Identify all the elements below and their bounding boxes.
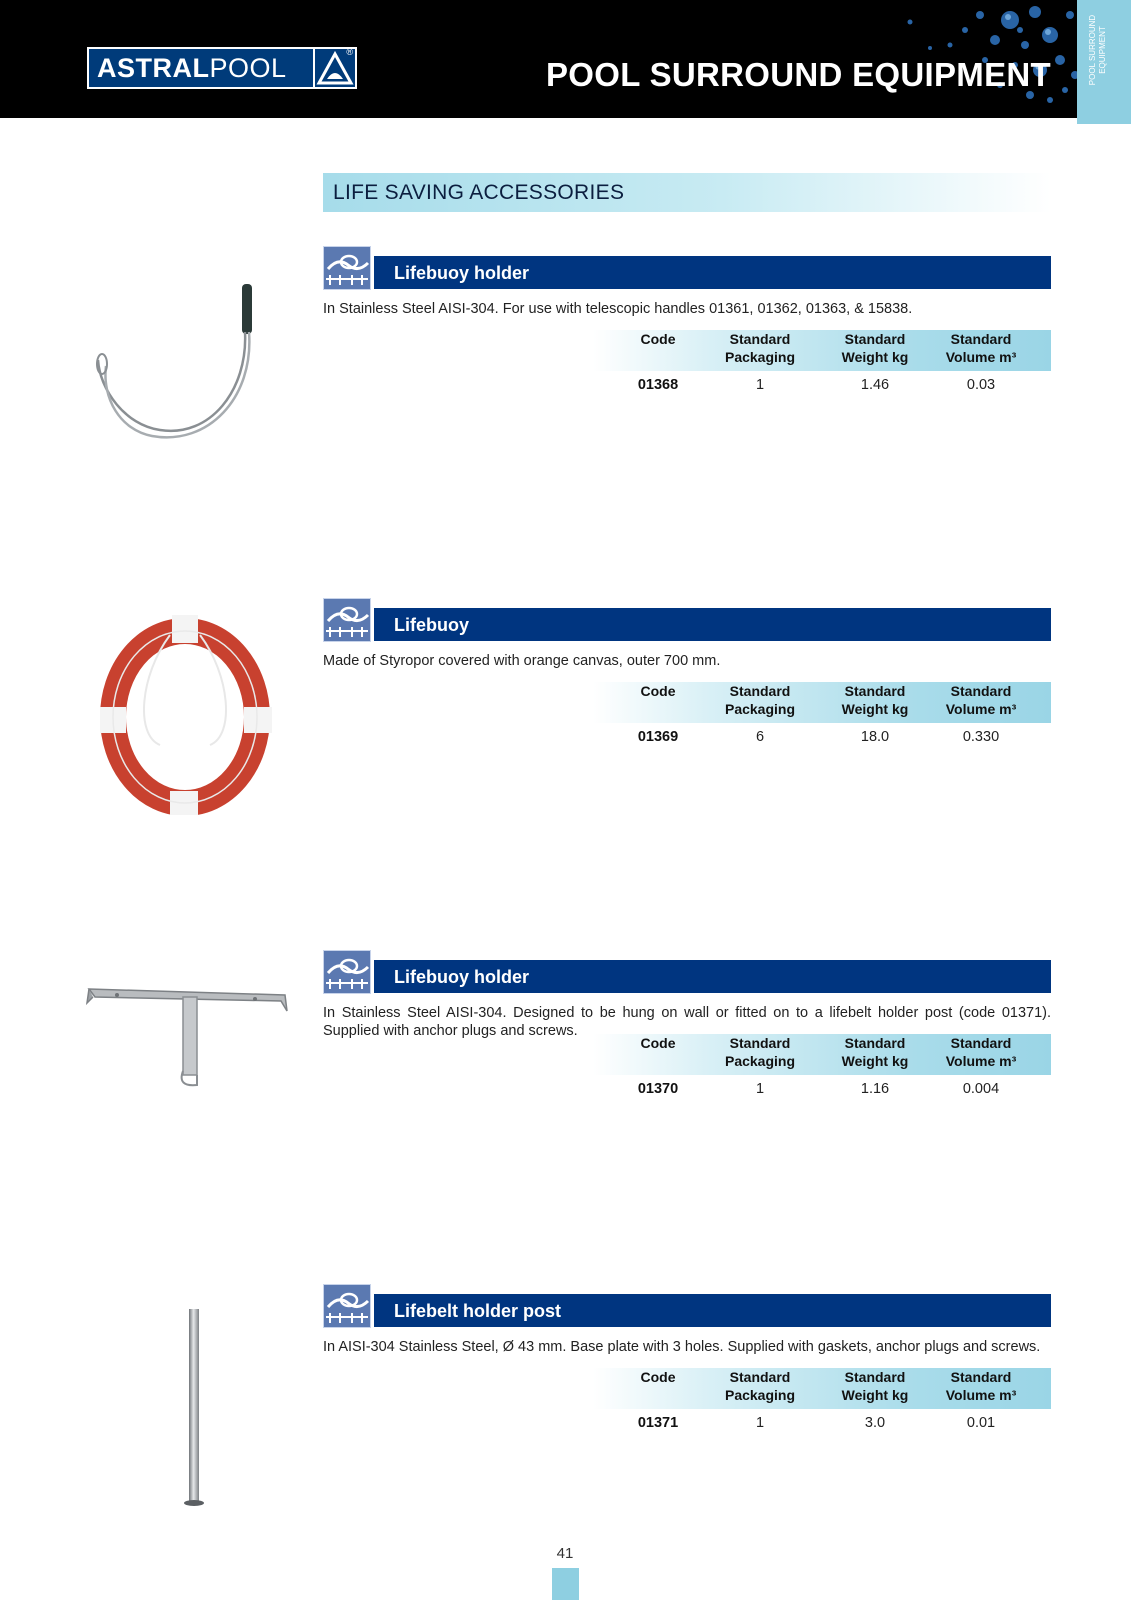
product-table: [593, 1368, 1051, 1439]
product-title: Lifebelt holder post: [394, 1301, 562, 1321]
lifebuoy-category-icon: [323, 246, 371, 290]
product-table: [593, 1034, 1051, 1105]
product-description: In AISI-304 Stainless Steel, Ø 43 mm. Base plate with 3 holes. Supplied with gaskets, anchor plugs and screws.: [323, 1339, 1041, 1355]
header-volume: Standard Volume m³: [945, 683, 1017, 717]
cell-packaging: 6: [755, 729, 765, 745]
product-title-bar: [374, 256, 1051, 289]
header-packaging: Standard Packaging: [724, 1035, 796, 1069]
registered-mark: ®: [346, 47, 353, 57]
cell-volume: 0.01: [966, 1415, 996, 1431]
product-title-bar: [374, 960, 1051, 993]
astralpool-logo: [87, 47, 357, 89]
lifebuoy-category-icon: [323, 1284, 371, 1328]
page-tab: [552, 1568, 579, 1600]
table-row: [593, 371, 1051, 401]
product-description: In Stainless Steel AISI-304. For use with telescopic handles 01361, 01362, 01363, & 15838.: [323, 301, 913, 317]
header-packaging: Standard Packaging: [724, 683, 796, 717]
header-code: Code: [640, 1369, 676, 1385]
cell-weight: 18.0: [860, 729, 890, 745]
wall-bracket-holder-image: [85, 975, 295, 1095]
product-title-bar: [374, 608, 1051, 641]
header-weight: Standard Weight kg: [841, 1035, 909, 1069]
header-packaging: Standard Packaging: [724, 1369, 796, 1403]
cell-volume: 0.004: [962, 1081, 1000, 1097]
logo-triangle-icon: [313, 49, 355, 87]
table-row: [593, 1409, 1051, 1439]
lifebuoy-category-icon: [323, 950, 371, 994]
header-volume: Standard Volume m³: [945, 331, 1017, 365]
product-title-bar: [374, 1294, 1051, 1327]
table-header: [593, 1034, 1051, 1075]
product-table: [593, 682, 1051, 753]
product-title: Lifebuoy: [394, 615, 469, 635]
side-tab-label: POOL SURROUND EQUIPMENT: [1088, 14, 1107, 86]
header-weight: Standard Weight kg: [841, 683, 909, 717]
table-row: [593, 723, 1051, 753]
table-header: [593, 682, 1051, 723]
header-weight: Standard Weight kg: [841, 331, 909, 365]
cell-volume: 0.03: [966, 377, 996, 393]
header-weight: Standard Weight kg: [841, 1369, 909, 1403]
cell-packaging: 1: [755, 1081, 765, 1097]
cell-code: 01371: [637, 1415, 679, 1431]
cell-weight: 1.46: [860, 377, 890, 393]
section-bar: [323, 173, 1051, 212]
life-ring-image: [100, 615, 275, 815]
header-code: Code: [640, 331, 676, 347]
cell-packaging: 1: [755, 1415, 765, 1431]
header-code: Code: [640, 683, 676, 699]
table-header: [593, 330, 1051, 371]
cell-code: 01369: [637, 729, 679, 745]
table-row: [593, 1075, 1051, 1105]
cell-packaging: 1: [755, 377, 765, 393]
header-volume: Standard Volume m³: [945, 1369, 1017, 1403]
page-number: 41: [556, 1545, 574, 1562]
product-description: In Stainless Steel AISI-304. Designed to be hung on wall or fitted on to a lifebelt holder post (code 01371). Supplied with anchor plugs and screws.: [323, 1005, 1051, 1039]
cell-code: 01368: [637, 377, 679, 393]
product-description: Made of Styropor covered with orange canvas, outer 700 mm.: [323, 653, 721, 669]
cell-weight: 1.16: [860, 1081, 890, 1097]
header-code: Code: [640, 1035, 676, 1051]
section-title: LIFE SAVING ACCESSORIES: [333, 181, 625, 204]
cell-weight: 3.0: [864, 1415, 886, 1431]
page-header: [0, 0, 1131, 118]
steel-post-image: [175, 1305, 215, 1510]
page-title: POOL SURROUND EQUIPMENT: [546, 56, 1051, 93]
lifebuoy-category-icon: [323, 598, 371, 642]
header-volume: Standard Volume m³: [945, 1035, 1017, 1069]
cell-code: 01370: [637, 1081, 679, 1097]
cell-volume: 0.330: [962, 729, 1000, 745]
wire-hook-holder-image: [90, 280, 270, 450]
product-table: [593, 330, 1051, 401]
table-header: [593, 1368, 1051, 1409]
logo-wordmark: ASTRALPOOL: [97, 52, 287, 83]
product-title: Lifebuoy holder: [394, 967, 529, 987]
header-packaging: Standard Packaging: [724, 331, 796, 365]
product-title: Lifebuoy holder: [394, 263, 529, 283]
